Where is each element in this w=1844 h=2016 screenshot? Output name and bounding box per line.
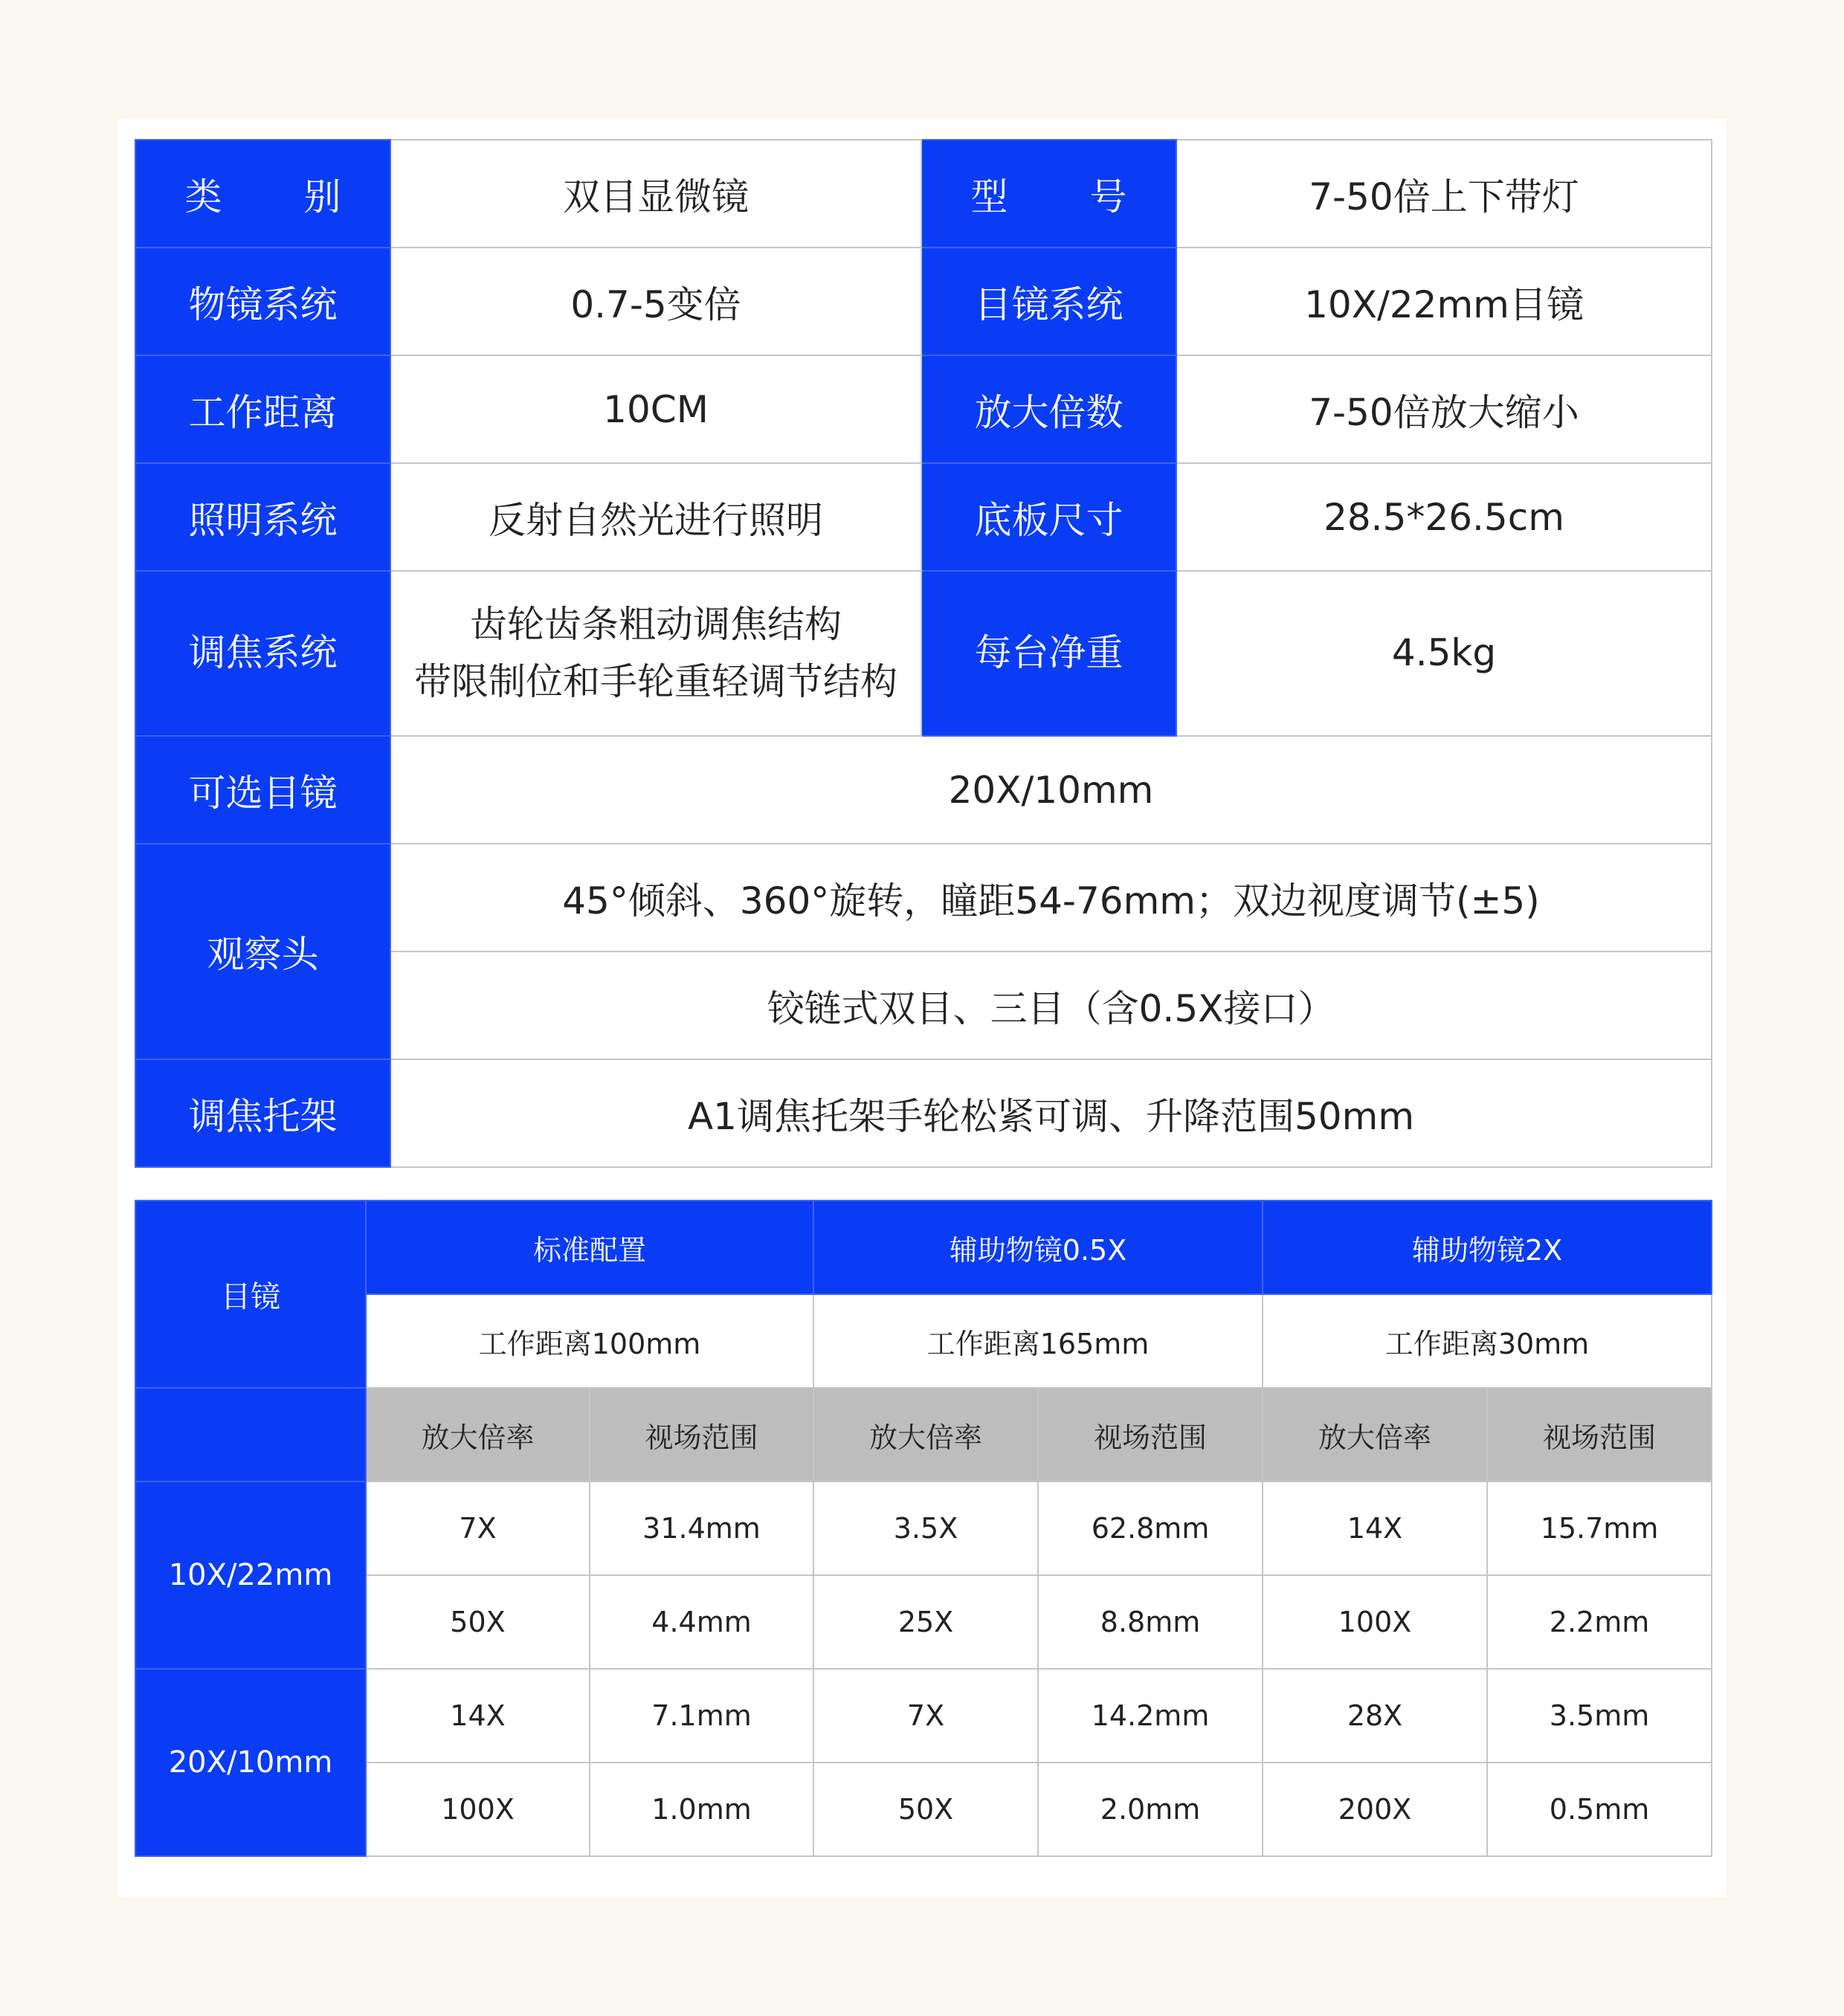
distance-label: 工作距离 <box>135 355 390 463</box>
spec-row-optional-eyepiece <box>135 736 1712 844</box>
table-row <box>135 1763 1712 1856</box>
distance-aux-0.5x: 工作距离165mm <box>813 1294 1263 1388</box>
table-cell: 8.8mm <box>1038 1575 1263 1669</box>
table-cell: 50X <box>813 1763 1038 1856</box>
magnification-value: 7-50倍放大缩小 <box>1176 355 1712 463</box>
objective-value: 0.7-5变倍 <box>390 248 921 355</box>
table-cell: 3.5mm <box>1487 1669 1712 1763</box>
magnification-label: 放大倍数 <box>921 355 1176 463</box>
head-value-1: 45°倾斜、360°旋转，瞳距54-76mm；双边视度调节(±5) <box>390 844 1712 952</box>
eyepiece-10x: 10X/22mm <box>135 1482 366 1669</box>
table-cell: 3.5X <box>813 1482 1038 1575</box>
table-cell: 31.4mm <box>590 1482 813 1575</box>
table-cell: 28X <box>1263 1669 1487 1763</box>
col-magnification: 放大倍率 <box>813 1388 1038 1482</box>
eyepiece-label: 目镜系统 <box>921 248 1176 355</box>
magnification-table <box>135 1200 1712 1857</box>
optional-eyepiece-value: 20X/10mm <box>390 736 1712 844</box>
col-field: 视场范围 <box>1038 1388 1263 1482</box>
focus-value-line1: 齿轮齿条粗动调焦结构 <box>470 602 842 646</box>
group-aux-2x: 辅助物镜2X <box>1263 1201 1712 1294</box>
table-cell: 50X <box>366 1575 590 1669</box>
type-value: 双目显微镜 <box>390 140 921 248</box>
spec-row-objective <box>135 248 1712 355</box>
focus-value-line2: 带限制位和手轮重轻调节结构 <box>414 660 897 703</box>
table-cell: 7X <box>813 1669 1038 1763</box>
group-standard: 标准配置 <box>366 1201 813 1294</box>
focus-value <box>390 571 921 736</box>
subheader-blank <box>135 1388 366 1482</box>
mag-group-row <box>135 1201 1712 1294</box>
table-cell: 200X <box>1263 1763 1487 1856</box>
table-cell: 15.7mm <box>1487 1482 1712 1575</box>
col-field: 视场范围 <box>590 1388 813 1482</box>
table-row <box>135 1482 1712 1575</box>
table-cell: 14X <box>1263 1482 1487 1575</box>
table-cell: 100X <box>366 1763 590 1856</box>
spec-row-type <box>135 140 1712 248</box>
spec-row-lighting <box>135 463 1712 571</box>
head-value-2: 铰链式双目、三目（含0.5X接口） <box>390 952 1712 1059</box>
focus-label: 调焦系统 <box>135 571 390 736</box>
type-label: 类 别 <box>135 140 390 248</box>
table-cell: 7X <box>366 1482 590 1575</box>
objective-label: 物镜系统 <box>135 248 390 355</box>
table-cell: 62.8mm <box>1038 1482 1263 1575</box>
table-cell: 7.1mm <box>590 1669 813 1763</box>
spec-row-distance <box>135 355 1712 463</box>
table-cell: 14.2mm <box>1038 1669 1263 1763</box>
table-cell: 4.4mm <box>590 1575 813 1669</box>
bracket-value: A1调焦托架手轮松紧可调、升降范围50mm <box>390 1059 1712 1167</box>
table-cell: 0.5mm <box>1487 1763 1712 1856</box>
base-size-label: 底板尺寸 <box>921 463 1176 571</box>
table-row <box>135 1575 1712 1669</box>
eyepiece-value: 10X/22mm目镜 <box>1176 248 1712 355</box>
table-cell: 2.0mm <box>1038 1763 1263 1856</box>
weight-label: 每台净重 <box>921 571 1176 736</box>
spec-table <box>135 139 1712 1168</box>
spec-row-bracket <box>135 1059 1712 1167</box>
table-cell: 2.2mm <box>1487 1575 1712 1669</box>
base-size-value: 28.5*26.5cm <box>1176 463 1712 571</box>
distance-value: 10CM <box>390 355 921 463</box>
eyepiece-20x: 20X/10mm <box>135 1669 366 1856</box>
lighting-label: 照明系统 <box>135 463 390 571</box>
bracket-label: 调焦托架 <box>135 1059 390 1167</box>
table-cell: 1.0mm <box>590 1763 813 1856</box>
group-aux-0.5x: 辅助物镜0.5X <box>813 1201 1263 1294</box>
model-value: 7-50倍上下带灯 <box>1176 140 1712 248</box>
distance-standard: 工作距离100mm <box>366 1294 813 1388</box>
lighting-value: 反射自然光进行照明 <box>390 463 921 571</box>
table-cell: 14X <box>366 1669 590 1763</box>
spec-row-head-1 <box>135 844 1712 952</box>
eyepiece-header: 目镜 <box>135 1201 366 1388</box>
col-magnification: 放大倍率 <box>366 1388 590 1482</box>
weight-value: 4.5kg <box>1176 571 1712 736</box>
distance-aux-2x: 工作距离30mm <box>1263 1294 1712 1388</box>
model-label: 型 号 <box>921 140 1176 248</box>
col-field: 视场范围 <box>1487 1388 1712 1482</box>
table-cell: 25X <box>813 1575 1038 1669</box>
mag-subheader-row <box>135 1388 1712 1482</box>
spec-row-focus <box>135 571 1712 736</box>
table-cell: 100X <box>1263 1575 1487 1669</box>
mag-distance-row <box>135 1294 1712 1388</box>
table-row <box>135 1669 1712 1763</box>
col-magnification: 放大倍率 <box>1263 1388 1487 1482</box>
head-label: 观察头 <box>135 844 390 1059</box>
optional-eyepiece-label: 可选目镜 <box>135 736 390 844</box>
